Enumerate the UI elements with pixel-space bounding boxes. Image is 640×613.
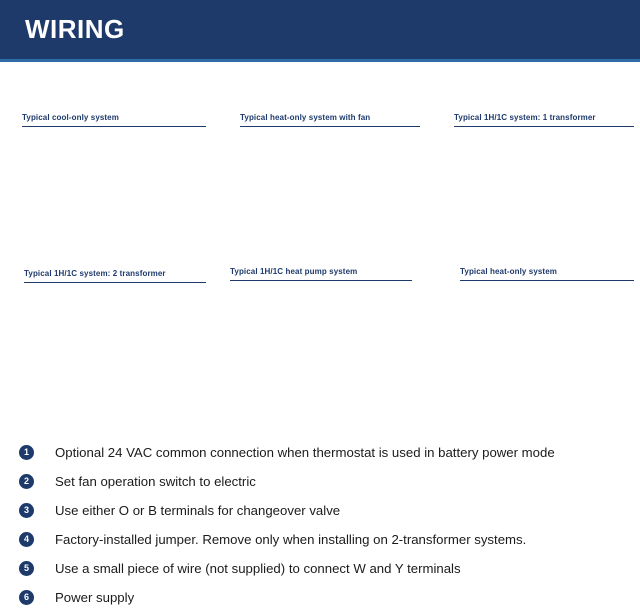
diagram-title: Typical heat-only system	[460, 267, 557, 276]
wiring-schematic-heat-only	[452, 266, 640, 408]
diagram-1h1c-2-transformer	[14, 266, 224, 421]
footnotes	[0, 438, 640, 612]
wiring-schematic-1h1c-2-transformer	[14, 266, 224, 421]
diagram-title: Typical 1H/1C heat pump system	[230, 267, 358, 276]
note-row	[0, 583, 640, 612]
diagram-title: Typical heat-only system with fan	[240, 113, 371, 122]
page-title: WIRING	[25, 14, 125, 44]
note-text: Optional 24 VAC common connection when thermostat is used in battery power mode	[55, 445, 555, 460]
diagram-cool-only	[14, 110, 222, 258]
note-row	[0, 525, 640, 554]
note-row	[0, 438, 640, 467]
wiring-schematic-1h1c-heat-pump	[226, 266, 444, 421]
note-text: Power supply	[55, 590, 135, 605]
diagram-title: Typical cool-only system	[22, 113, 119, 122]
note-number-badge: 3	[19, 503, 34, 518]
diagram-title: Typical 1H/1C system: 2 transformer	[24, 269, 166, 278]
note-number-badge: 2	[19, 474, 34, 489]
note-row	[0, 467, 640, 496]
diagram-heat-only-with-fan	[230, 110, 430, 258]
note-text: Use either O or B terminals for changeover valve	[55, 503, 341, 518]
note-row	[0, 496, 640, 525]
note-text: Set fan operation switch to electric	[55, 474, 256, 489]
diagram-1h1c-1-transformer	[446, 110, 640, 258]
page-header	[0, 0, 640, 62]
diagram-1h1c-heat-pump	[226, 266, 444, 421]
diagram-title: Typical 1H/1C system: 1 transformer	[454, 113, 596, 122]
wiring-schematic-heat-only-with-fan	[230, 110, 430, 258]
note-row	[0, 554, 640, 583]
note-number-badge: 1	[19, 445, 34, 460]
note-text: Use a small piece of wire (not supplied) to connect W and Y terminals	[55, 561, 461, 576]
note-number-badge: 6	[19, 590, 34, 605]
note-number-badge: 4	[19, 532, 34, 547]
note-number-badge: 5	[19, 561, 34, 576]
wiring-schematic-1h1c-1-transformer	[446, 110, 640, 258]
diagram-heat-only	[452, 266, 640, 408]
note-text: Factory-installed jumper. Remove only when installing on 2-transformer systems.	[55, 532, 527, 547]
wiring-schematic-cool-only	[14, 110, 222, 258]
